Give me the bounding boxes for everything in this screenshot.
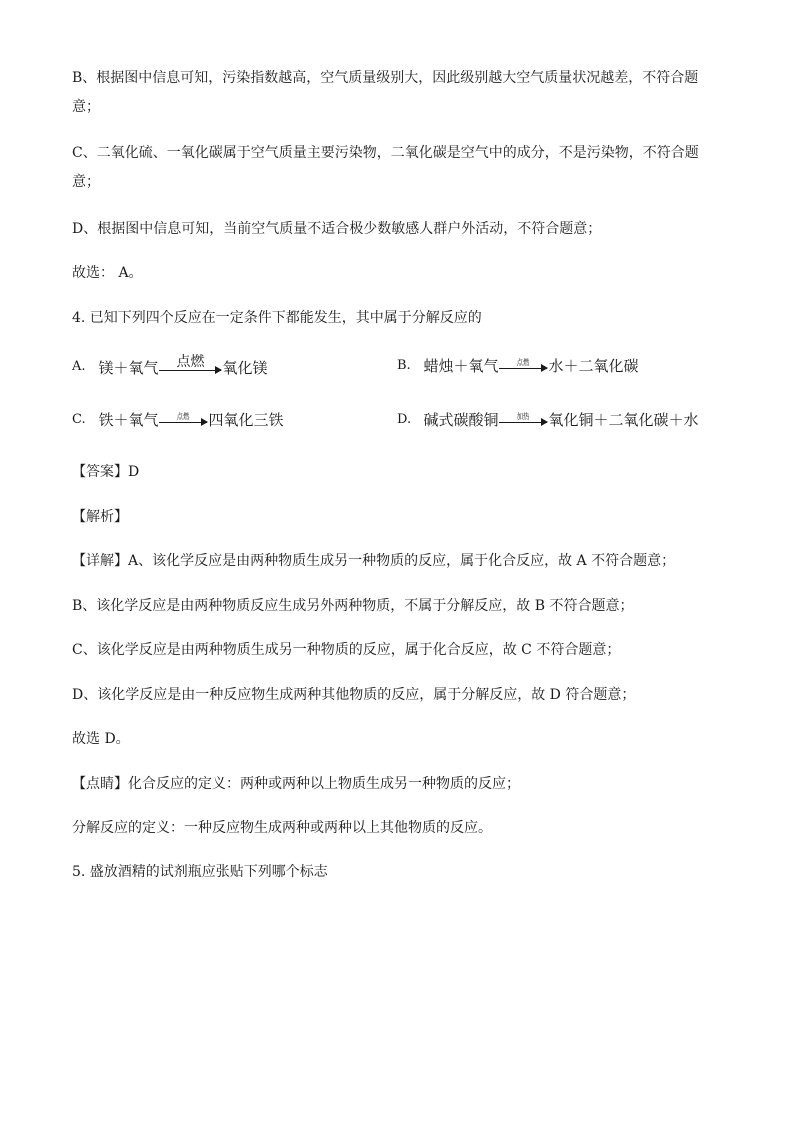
answer-tag: 【答案】 bbox=[72, 464, 128, 480]
arrow-right-icon bbox=[499, 368, 547, 371]
option-a bbox=[72, 355, 267, 379]
option-c-products: 四氧化三铁 bbox=[208, 411, 284, 429]
tip-tag: 【点睛】 bbox=[72, 776, 128, 792]
detail-a-text: A、该化学反应是由两种物质生成另一种物质的反应，属于化合反应，故 A 不符合题意； bbox=[128, 553, 676, 569]
option-d-explanation: D、根据图中信息可知，当前空气质量不适合极少数敏感人群户外活动，不符合题意； bbox=[72, 221, 602, 237]
option-c-reactants: 铁＋氧气 bbox=[98, 411, 159, 429]
question-5-stem: 5. 盛放酒精的试剂瓶应张贴下列哪个标志 bbox=[72, 864, 328, 880]
answer-line bbox=[72, 462, 139, 482]
arrow-right-icon bbox=[159, 422, 207, 425]
option-a-label: A. bbox=[72, 359, 86, 374]
reaction-arrow-b bbox=[499, 359, 547, 377]
tip-line2: 分解反应的定义：一种反应物生成两种或两种以上其他物质的反应。 bbox=[72, 820, 492, 836]
option-b-explanation-line1: B、根据图中信息可知，污染指数越高，空气质量级别大，因此级别越大空气质量状况越差，不符合题 bbox=[72, 70, 699, 86]
answer-choice-d: 故选 D。 bbox=[72, 731, 130, 747]
option-d-label: D. bbox=[397, 412, 412, 427]
arrow-right-icon bbox=[159, 370, 221, 373]
detail-d-line: D、该化学反应是由一种反应物生成两种其他物质的反应，属于分解反应，故 D 符合题意； bbox=[72, 687, 636, 703]
option-c-condition: 点燃 bbox=[177, 412, 190, 421]
analysis-tag: 【解析】 bbox=[72, 509, 128, 525]
option-b bbox=[397, 355, 638, 377]
answer-value: D bbox=[128, 464, 140, 480]
option-a-products: 氧化镁 bbox=[222, 359, 268, 377]
detail-a-line bbox=[72, 551, 675, 571]
detail-b-line: B、该化学反应是由两种物质反应生成另外两种物质，不属于分解反应，故 B 不符合题意； bbox=[72, 598, 634, 614]
tip-line1 bbox=[72, 774, 520, 794]
option-d-products: 氧化铜＋二氧化碳＋水 bbox=[548, 411, 699, 429]
option-b-explanation-line2: 意； bbox=[72, 99, 100, 115]
arrow-right-icon bbox=[499, 422, 547, 425]
option-b-reactants: 蜡烛＋氧气 bbox=[423, 357, 499, 375]
option-d-condition: 加热 bbox=[517, 412, 530, 421]
reaction-arrow-d bbox=[499, 413, 547, 431]
option-a-condition: 点燃 bbox=[176, 354, 205, 370]
prev-answer-choice: 故选： A。 bbox=[72, 265, 143, 281]
question-4-stem: 4. 已知下列四个反应在一定条件下都能发生，其中属于分解反应的 bbox=[72, 310, 482, 326]
option-c-explanation-line2: 意； bbox=[72, 174, 100, 190]
detail-tag: 【详解】 bbox=[72, 553, 128, 569]
option-b-label: B. bbox=[397, 358, 411, 373]
tip-line1-text: 化合反应的定义：两种或两种以上物质生成另一种物质的反应； bbox=[128, 776, 520, 792]
option-b-products: 水＋二氧化碳 bbox=[548, 357, 639, 375]
option-d-reactants: 碱式碳酸铜 bbox=[423, 411, 499, 429]
reaction-arrow-a bbox=[159, 355, 221, 379]
option-c bbox=[72, 409, 283, 431]
option-c-label: C. bbox=[72, 412, 86, 427]
detail-c-line: C、该化学反应是由两种物质生成另一种物质的反应，属于化合反应，故 C 不符合题意； bbox=[72, 642, 621, 658]
reaction-arrow-c bbox=[159, 413, 207, 431]
option-d bbox=[397, 409, 698, 431]
option-b-condition: 点燃 bbox=[517, 358, 530, 367]
option-c-explanation-line1: C、二氧化硫、一氧化碳属于空气质量主要污染物，二氧化碳是空气中的成分，不是污染物，不符合题 bbox=[72, 145, 699, 161]
option-a-reactants: 镁＋氧气 bbox=[98, 359, 159, 377]
